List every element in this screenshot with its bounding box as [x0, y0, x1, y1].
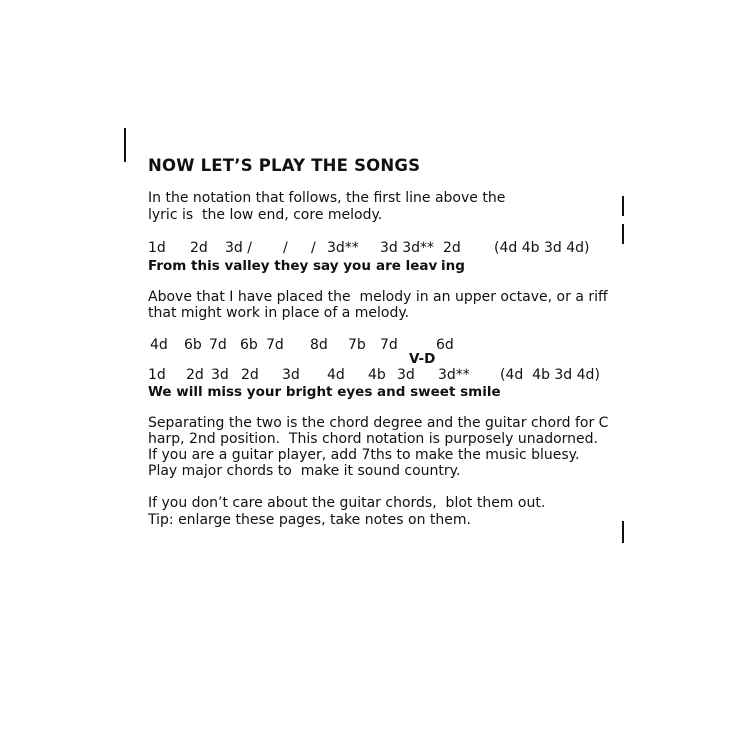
lyric-line: are leav: [376, 258, 438, 274]
upper-note: 7d: [209, 337, 227, 353]
lyric-line: From this valley they say you: [148, 258, 371, 274]
upper-note: 6b: [240, 337, 258, 353]
note: 1d: [148, 367, 166, 383]
upper-note: 8d: [310, 337, 328, 353]
paragraph-line: Above that I have placed the melody in an upper octave, or a riff: [148, 289, 608, 305]
intro-line: In the notation that follows, the first line above the: [148, 190, 506, 206]
upper-note: 7d: [380, 337, 398, 353]
upper-note: 7d: [266, 337, 284, 353]
note: 3d 3d**: [380, 240, 435, 256]
note: 2d: [443, 240, 461, 256]
paragraph-line: If you are a guitar player, add 7ths to make the music bluesy.: [148, 447, 580, 463]
paragraph-line: Play major chords to make it sound country.: [148, 463, 461, 479]
paragraph-line: Tip: enlarge these pages, take notes on them.: [148, 512, 471, 528]
note: /: [283, 240, 288, 256]
scan-mark-left: [124, 128, 126, 162]
upper-note: 6d: [436, 337, 454, 353]
note: 3d /: [225, 240, 252, 256]
paragraph-line: that might work in place of a melody.: [148, 305, 410, 321]
note: 3d: [282, 367, 300, 383]
upper-note: 7b: [348, 337, 366, 353]
note-riff: (4d 4b 3d 4d): [494, 240, 590, 256]
note: 1d: [148, 240, 166, 256]
paragraph-line: Separating the two is the chord degree and the guitar chord for C: [148, 415, 609, 431]
lyric-line: We will miss your bright eyes and sweet smile: [148, 384, 501, 400]
note: 3d: [211, 367, 229, 383]
note: 2d: [241, 367, 259, 383]
paragraph-line: If you don’t care about the guitar chords, blot them out.: [148, 495, 546, 511]
intro-line: lyric is the low end, core melody.: [148, 207, 383, 223]
scan-mark-right-1: [622, 196, 624, 216]
page-title: NOW LET’S PLAY THE SONGS: [148, 156, 421, 175]
chord-label: V-D: [409, 351, 436, 367]
note: 4d: [327, 367, 345, 383]
lyric-line: ing: [441, 258, 465, 274]
note-riff: (4d 4b 3d 4d): [500, 367, 600, 383]
note: 2d: [190, 240, 208, 256]
note: 3d**: [438, 367, 470, 383]
scan-mark-right-3: [622, 521, 624, 543]
scan-mark-right-2: [622, 224, 624, 244]
note: 4b: [368, 367, 386, 383]
note: 3d**: [327, 240, 359, 256]
note: 2d: [186, 367, 204, 383]
upper-note: 6b: [184, 337, 202, 353]
paragraph-line: harp, 2nd position. This chord notation is purposely unadorned.: [148, 431, 598, 447]
upper-note: 4d: [150, 337, 168, 353]
note: /: [311, 240, 316, 256]
note: 3d: [397, 367, 415, 383]
